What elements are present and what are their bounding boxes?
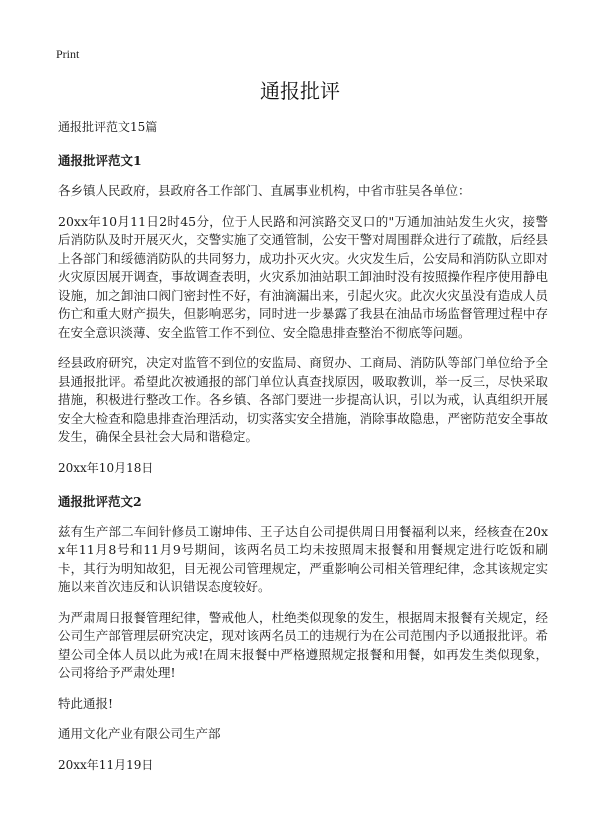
section-2 xyxy=(58,493,548,774)
print-link[interactable]: Print xyxy=(56,47,80,61)
signature-line: 通用文化产业有限公司生产部 xyxy=(58,726,221,741)
paragraph: 20xx年10月11日2时45分，位于人民路和河滨路交叉口的"万通加油站发生火灾，接警后消防队及时开展灭火，交警实施了交通管制，公安干警对周围群众进行了疏散，后经县上各部门和绥德消防队的共同努力，成功扑灭火灾。火灾发生后，公安局和消防队立即对火灾原因展开调查，事故调查表明，火灾系加油站职工卸油时没有按照操作程序使用静电设施，加之卸油口阀门密封性不好，有油滴漏出来，引起火灾。此次火灾虽没有造成人员伤亡和重大财产损失，但影响恶劣，同时进一步暴露了我县在油品市场监督管理过程中存在安全意识淡薄、安全监管工作不到位、安全隐患排查整治不彻底等问题。 xyxy=(58,213,548,340)
paragraph: 各乡镇人民政府，县政府各工作部门、直属事业机构，中省市驻吴各单位： xyxy=(58,183,471,198)
paragraph: 为严肃周日报餐管理纪律，警戒他人，杜绝类似现象的发生，根据周末报餐有关规定，经公司生产部管理层研究决定，现对该两名员工的违规行为在公司范围内予以通报批评。希望公司全体人员以此为戒!在周末报餐中严格遵照规定报餐和用餐，如再发生类似现象，公司将给予严肃处理! xyxy=(58,609,548,680)
paragraph: 兹有生产部二车间针修员工谢坤伟、王子达自公司提供周日用餐福利以来，经核查在20xx年11月8号和11月9号期间，该两名员工均未按照周末报餐和用餐规定进行吃饭和刷卡，其行为明知故犯，目无视公司管理规定，严重影响公司相关管理纪律，念其该规定实施以来首次违反和认识错误态度较好。 xyxy=(58,523,548,594)
document-subtitle: 通报批评范文15篇 xyxy=(58,120,158,134)
section-1 xyxy=(58,152,548,477)
section-date: 20xx年11月19日 xyxy=(58,757,154,772)
page-title: 通报批评 xyxy=(260,79,340,103)
section-heading: 通报批评范文2 xyxy=(58,493,142,509)
paragraph: 经县政府研究，决定对监管不到位的安监局、商贸办、工商局、消防队等部门单位给予全县通报批评。希望此次被通报的部门单位认真查找原因，吸取教训，举一反三，尽快采取措施，积极进行整改工作。各乡镇、各部门要进一步提高认识，引以为戒，认真组织开展安全大检查和隐患排查治理活动，切实落实安全措施，消除事故隐患，严密防范安全事故发生，确保全县社会大局和谐稳定。 xyxy=(58,355,548,444)
document-body xyxy=(58,118,548,790)
section-heading: 通报批评范文1 xyxy=(58,153,142,168)
section-date: 20xx年10月18日 xyxy=(58,460,154,475)
closing-line: 特此通报! xyxy=(58,695,114,711)
